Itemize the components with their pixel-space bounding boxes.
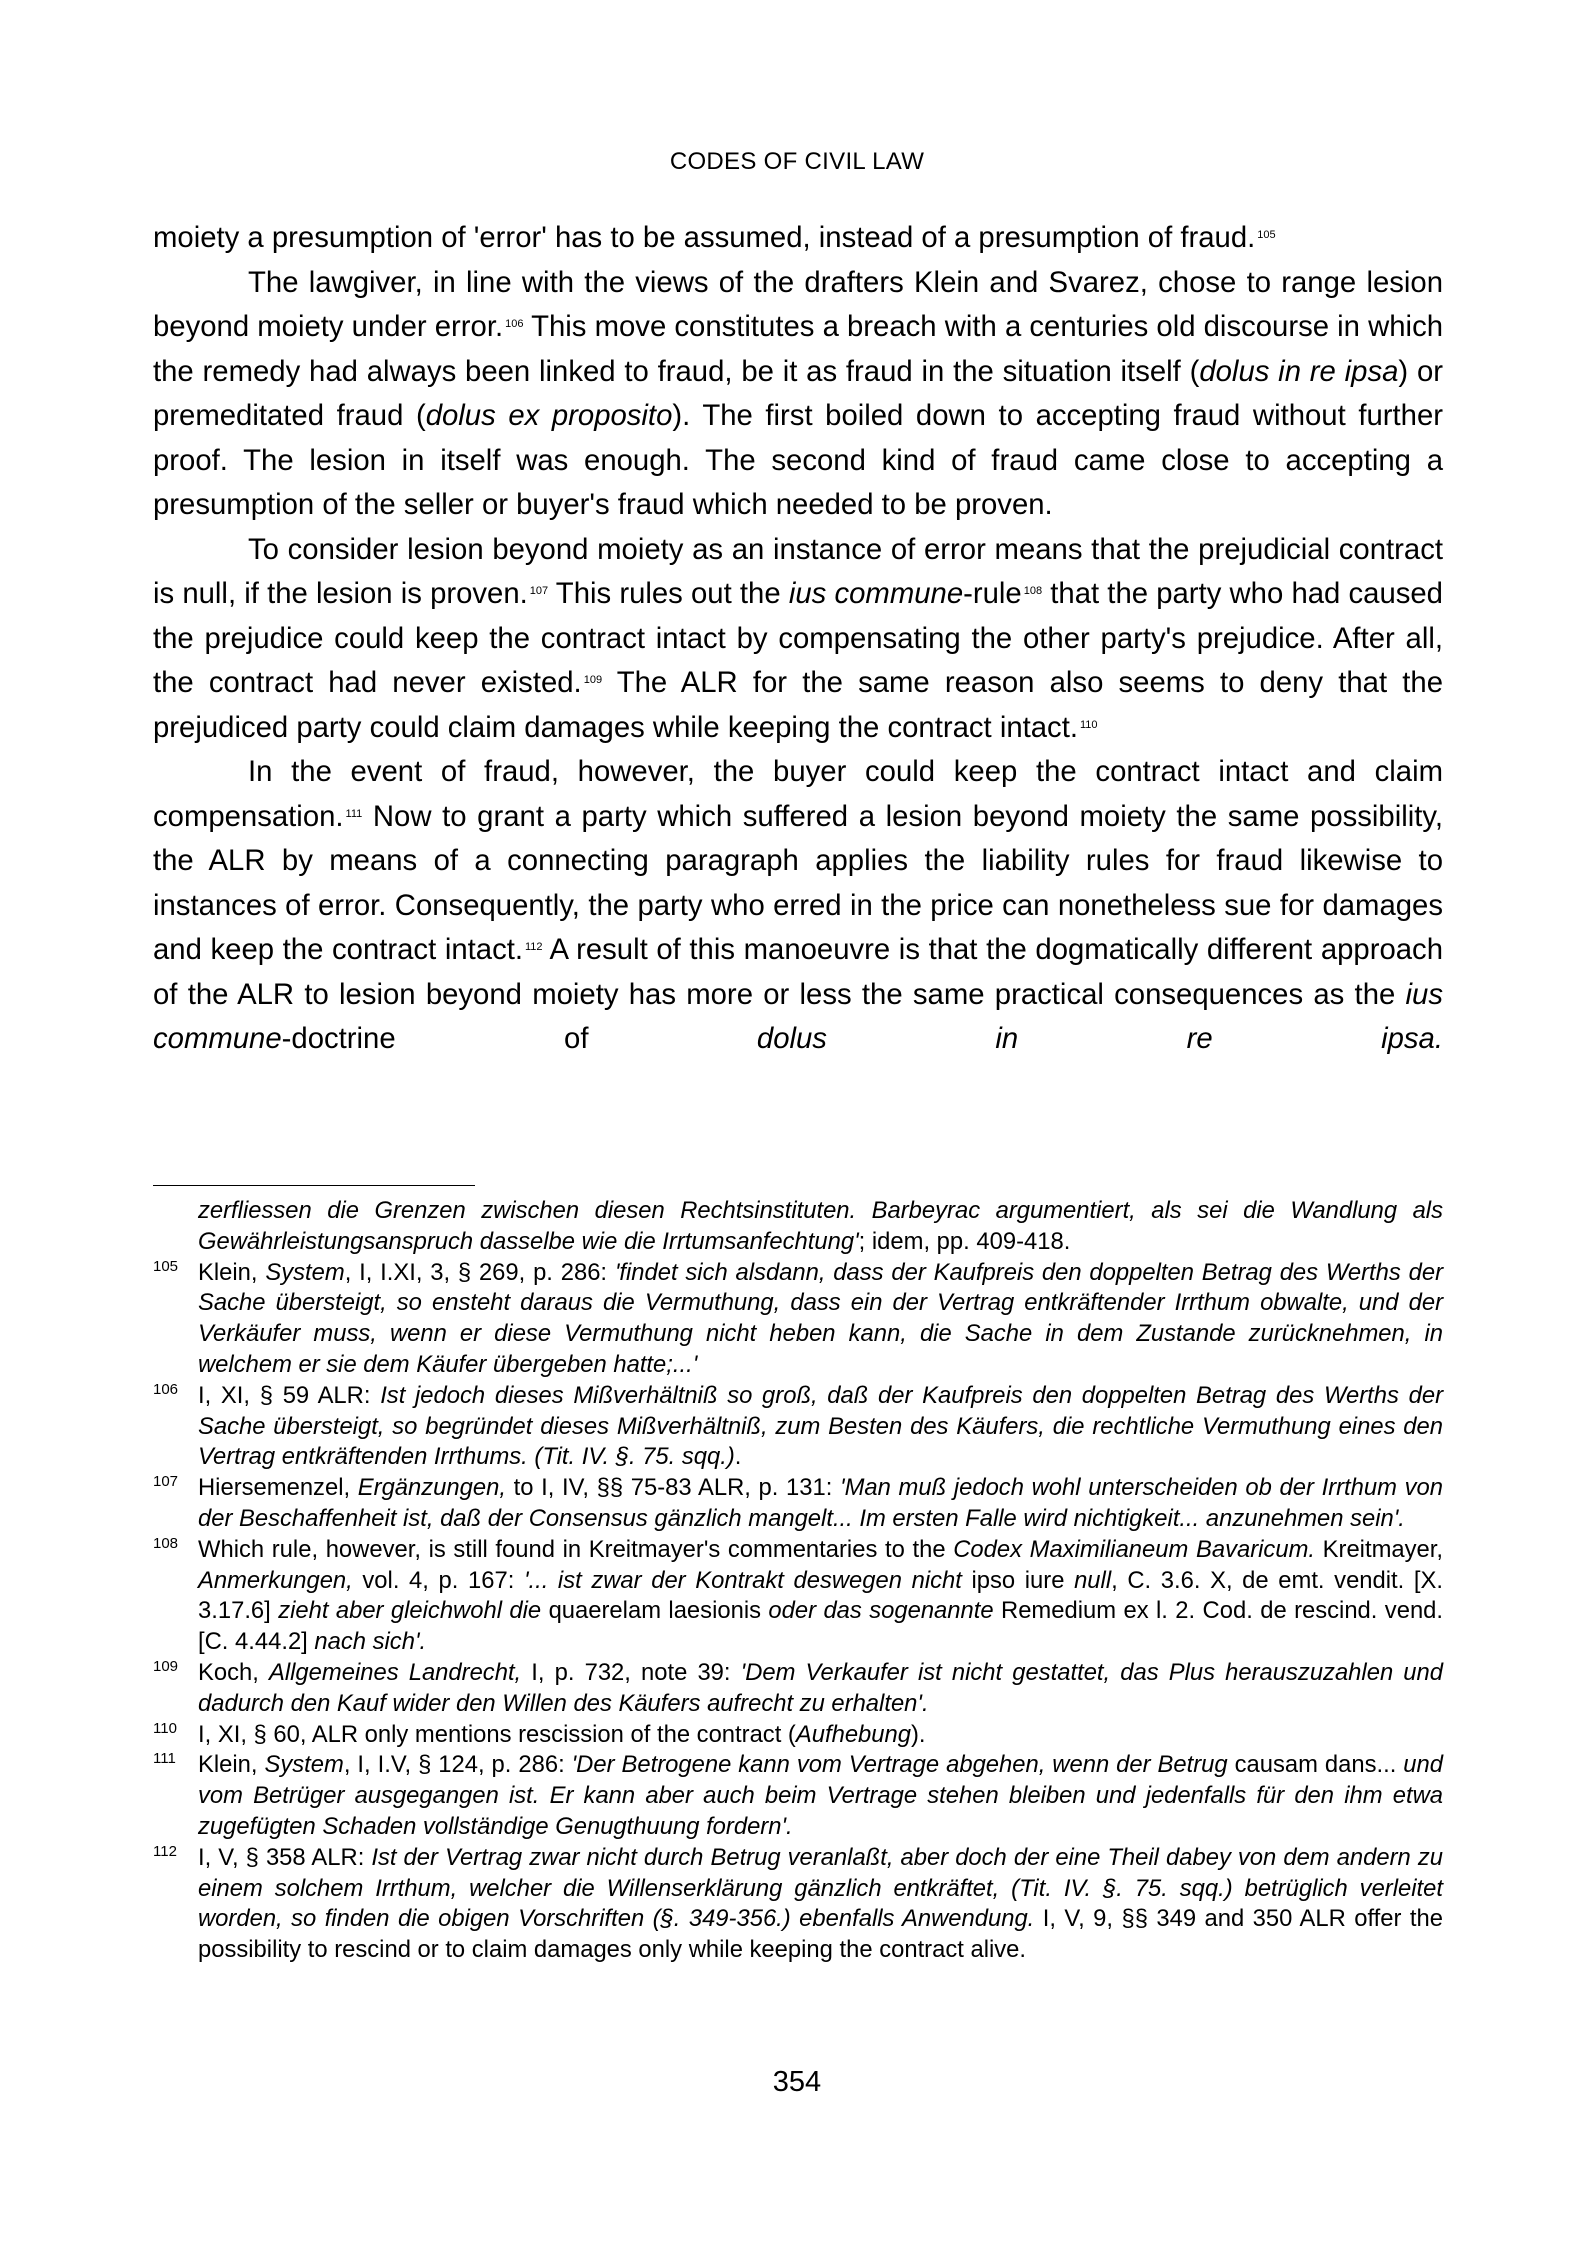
paragraph xyxy=(153,528,1443,751)
italic-text: Aufhebung xyxy=(795,1720,911,1748)
footnotes xyxy=(153,1196,1443,1966)
footnote-reference[interactable]: 106 xyxy=(505,318,524,330)
footnote-number: 105 xyxy=(153,1257,179,1275)
text-run: Now to grant a party which suffered a lesion beyond moiety the same possibility, the ALR by means of a connecting paragraph applies the liability rules for fraud likewise to instances of error. Consequently, the party who erred in the price can nonetheless sue for damages and keep the contract intact. xyxy=(153,799,1443,966)
text-run: ). xyxy=(911,1720,926,1748)
footnote xyxy=(153,1196,1443,1258)
page-number: 354 xyxy=(772,2066,822,2098)
text-run: I, p. 732, note 39: xyxy=(521,1658,741,1686)
italic-text: Codex Maximilianeum Bavaricum. xyxy=(953,1535,1315,1563)
text-run: moiety a presumption of 'error' has to be assumed, instead of a presumption of fraud. xyxy=(153,221,1256,254)
footnote xyxy=(153,1535,1443,1658)
footnote-reference[interactable]: 107 xyxy=(529,585,549,597)
paragraph xyxy=(153,750,1443,1062)
italic-text: '... ist zwar der Kontrakt deswegen nicht xyxy=(523,1566,962,1594)
text-run: Which rule, however, is still found in Kreitmayer's commentaries to the xyxy=(198,1535,954,1563)
footnote-number: 110 xyxy=(153,1719,177,1737)
footnote xyxy=(153,1258,1443,1381)
paragraph xyxy=(153,216,1443,261)
footnote xyxy=(153,1473,1443,1535)
text-run: ; idem, pp. 409-418. xyxy=(858,1227,1071,1255)
text-run: This rules out the xyxy=(548,577,789,610)
italic-text: System xyxy=(265,1258,345,1286)
footnote-number: 106 xyxy=(153,1380,179,1398)
paragraph xyxy=(153,261,1443,528)
footnote-reference[interactable]: 110 xyxy=(1079,718,1098,731)
text-run: Hiersemenzel, xyxy=(198,1474,358,1502)
footnote-number: 108 xyxy=(153,1534,179,1552)
text-run: Klein, xyxy=(198,1751,265,1779)
italic-text: dolus in re ipsa. xyxy=(756,1022,1443,1055)
italic-text: 'Dem Verkaufer ist nicht gestattet, das Plus herauszuzahlen und dadurch den Kauf wider den Willen des Käufers aufrecht zu erhalten'. xyxy=(198,1658,1443,1717)
footnote xyxy=(153,1658,1443,1720)
italic-text: Allgemeines Landrecht, xyxy=(268,1658,522,1686)
italic-text: oder das sogenannte xyxy=(768,1597,994,1625)
text-run: that the party who had caused the prejudice could keep the contract intact by compensating the other party's prejudice. After all, the contract had never existed. xyxy=(153,577,1443,699)
italic-text: zieht aber gleichwohl die xyxy=(278,1597,542,1625)
text-run: , I, I.XI, 3, § 269, p. 286: xyxy=(344,1258,615,1286)
text-run: -rule xyxy=(963,577,1022,610)
text-run: In the event of fraud, however, the buyer could keep the contract intact and claim compensation. xyxy=(153,755,1443,833)
text-run: . xyxy=(734,1443,742,1471)
text-run: To consider lesion beyond moiety as an instance of error means that the prejudicial contract is null, if the lesion is proven. xyxy=(153,532,1443,610)
text-run: Remedium ex l. 2. Cod. de rescind. vend. [C. 4.44.2] xyxy=(198,1597,1444,1656)
text-run: I, V, § 358 ALR: xyxy=(198,1843,372,1871)
text-run: to I, IV, §§ 75-83 ALR, p. 131: xyxy=(505,1474,841,1502)
footnote xyxy=(153,1843,1443,1966)
footnote xyxy=(153,1381,1443,1473)
italic-text: Ergänzungen, xyxy=(357,1474,506,1502)
footnote-number: 109 xyxy=(153,1657,179,1675)
text-run: ). The first boiled down to accepting fraud without further proof. The lesion in itself was enough. The second kind of fraud came close to accepting a presumption of the seller or buyer's fraud which needed to be proven. xyxy=(153,399,1443,521)
footnote-reference[interactable]: 105 xyxy=(1257,229,1276,241)
italic-text: dolus ex proposito xyxy=(425,399,673,432)
text-run: This move constitutes a breach with a centuries old discourse in which the remedy had always been linked to fraud, be it as fraud in the situation itself ( xyxy=(153,310,1444,388)
italic-text: 'Der Betrogene kann vom Vertrage abgehen, wenn der Betrug xyxy=(571,1751,1228,1779)
italic-text: 'findet sich alsdann, dass der Kaufpreis den doppelten Betrag des Werths der Sache übersteigt, so ensteht daraus die Vermuthung, dass ein der Vertrag entkräftender Irrthum obwalte, und der Verkäufer muss, wenn er diese Vermuthung nicht heben kann, die Sache in dem Zustande zurücknehmen, in welchem er sie dem Käufer übergeben hatte;...' xyxy=(198,1258,1443,1378)
text-run: I, V, 9, §§ 349 and 350 ALR offer the possibility to rescind or to claim damages only while keeping the contract alive. xyxy=(198,1905,1443,1964)
text-run: I, XI, § 59 ALR: xyxy=(198,1381,381,1409)
text-run: ipso iure xyxy=(961,1566,1075,1594)
italic-text: System xyxy=(264,1751,344,1779)
italic-text: ius commune xyxy=(153,977,1443,1055)
text-run: , I, I.V, § 124, p. 286: xyxy=(343,1751,572,1779)
italic-text: Ist der Vertrag zwar nicht durch Betrug veranlaßt, aber doch der eine Theil dabey von dem andern zu einem solchem Irrthum, welcher die Willenserklärung gänzlich entkräftet, (Tit. IV. §. 75. sqq.) betrüglich verleitet worden, so finden die obigen Vorschriften (§. 349-356.) ebenfalls Anwendung. xyxy=(198,1843,1443,1933)
italic-text: nach sich'. xyxy=(314,1628,427,1656)
italic-text: dolus in re ipsa xyxy=(1199,354,1399,388)
footnote-reference[interactable]: 111 xyxy=(345,807,363,820)
italic-text: ius commune xyxy=(788,577,964,610)
text-run: A result of this manoeuvre is that the dogmatically different approach of the ALR to lesion beyond moiety has more or less the same practical consequences as the xyxy=(153,933,1443,1011)
text-run: -doctrine of xyxy=(281,1022,757,1055)
text-run: I, XI, § 60, ALR only mentions rescission of the contract ( xyxy=(198,1720,796,1748)
text-run: causam dans... xyxy=(1227,1751,1404,1779)
text-run: quaerelam laesionis xyxy=(541,1597,769,1625)
text-run: ) or premeditated fraud ( xyxy=(153,354,1443,432)
italic-text: null xyxy=(1074,1566,1112,1594)
footnote xyxy=(153,1750,1443,1842)
footnote-number: 107 xyxy=(153,1473,179,1491)
footnote-number: 111 xyxy=(153,1750,176,1768)
italic-text: 'Man muß jedoch wohl unterscheiden ob der Irrthum von der Beschaffenheit ist, daß der Consensus gänzlich mangelt... Im ersten Falle wird nichtigkeit... anzunehmen sein'. xyxy=(198,1474,1443,1532)
footnote-reference[interactable]: 108 xyxy=(1023,585,1043,597)
footnote-reference[interactable]: 109 xyxy=(583,674,603,686)
italic-text: und vom Betrüger ausgegangen ist. Er kann aber auch beim Vertrage stehen bleiben und jedenfalls für den ihm etwa zugefügten Schaden vollständige Genugthuung fordern'. xyxy=(198,1751,1443,1840)
text-run: Klein, xyxy=(198,1258,266,1286)
italic-text: zerfliessen die Grenzen zwischen diesen Rechtsinstituten. Barbeyrac argumentiert, als sei die Wandlung als Gewährleistungsanspruch dasselbe wie die Irrtumsanfechtung' xyxy=(198,1197,1443,1255)
text-run: The lawgiver, in line with the views of the drafters Klein and Svarez, chose to range lesion beyond moiety under error. xyxy=(153,265,1443,343)
body-text xyxy=(153,216,1443,1062)
text-run: The ALR for the same reason also seems to deny that the prejudiced party could claim damages while keeping the contract intact. xyxy=(153,666,1443,744)
italic-text: Anmerkungen, xyxy=(198,1566,353,1594)
footnote-reference[interactable]: 112 xyxy=(525,941,543,953)
text-run: , C. 3.6. X, de emt. vendit. [X. 3.17.6] xyxy=(198,1566,1443,1625)
italic-text: Ist jedoch dieses Mißverhältniß so groß, daß der Kaufpreis den doppelten Betrag des Werths der Sache übersteigt, so begründet dieses Mißverhältniß, zum Besten des Käufers, die rechtliche Vermuthung eines den Vertrag entkräftenden Irrthums. (Tit. IV. §. 75. sqq.) xyxy=(198,1381,1444,1471)
running-header: CODES OF CIVIL LAW xyxy=(669,148,925,175)
footnote-separator xyxy=(153,1185,475,1186)
text-run: Kreitmayer, xyxy=(1315,1535,1443,1563)
text-run: Koch, xyxy=(198,1658,269,1686)
footnote-number: 112 xyxy=(153,1842,177,1860)
text-run: vol. 4, p. 167: xyxy=(352,1566,524,1594)
footnote xyxy=(153,1720,1443,1751)
